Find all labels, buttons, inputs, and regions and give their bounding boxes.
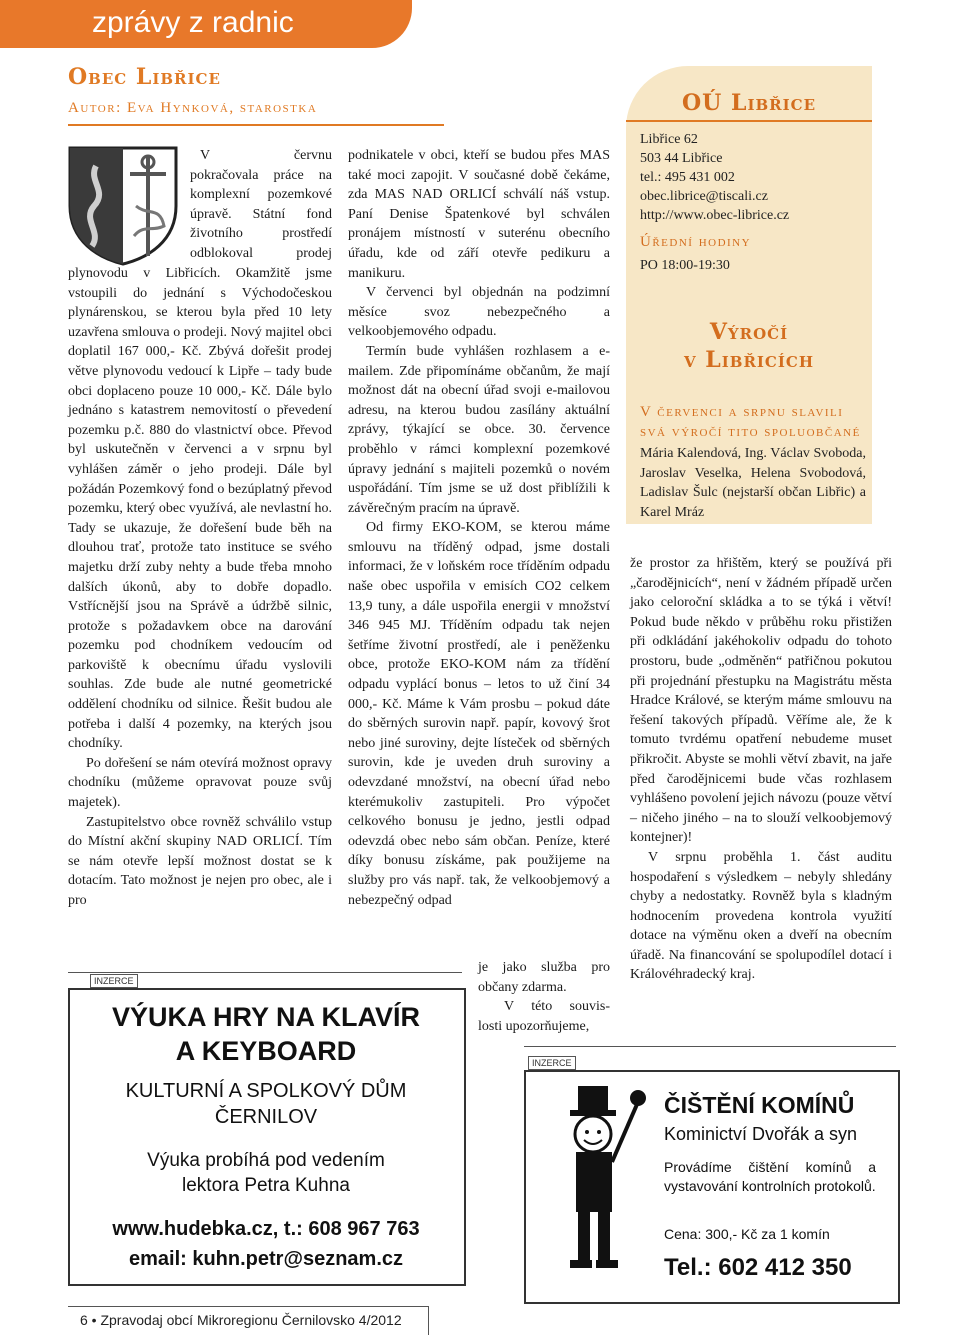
col2-tail-line: V této souvis- <box>504 999 610 1015</box>
paragraph: podnikatele v obci, kteří se budou přes MAS také moci zapojit. V současné době čekáme, zda MAS NAD ORLICÍ schválí náš vstup. Paní Denise Špatenkové byl schválen pronájem místností v suterénu obecního úřadu, kde od září otevře pedikuru a manikuru. <box>348 148 610 281</box>
ad-headline-line: VÝUKA HRY NA KLAVÍR <box>111 1002 421 1032</box>
ad-teacher <box>70 1148 462 1198</box>
sidebar-title: OÚ Libřice <box>681 90 817 116</box>
chimney-ad-subtitle: Kominictví Dvořák a syn <box>664 1124 858 1144</box>
anniversary-title-line: Výročí <box>709 319 789 345</box>
sidebar-divider <box>626 120 872 122</box>
article-column-1 <box>68 264 332 911</box>
ad-teacher-line: lektora Petra Kuhna <box>182 1175 350 1196</box>
address-line: Libřice 62 <box>640 132 698 147</box>
article-byline: Autor: Eva Hynková, starostka <box>68 100 318 116</box>
col2-tail-line: losti upozorňujeme, <box>478 1018 590 1034</box>
anniversary-subtitle-line: V červenci a srpnu slavili <box>640 404 844 420</box>
paragraph: plynovodu v Libřicích. Okamžitě jsme vstoupili do jednání s Východočeskou plynárenskou, se kterou byla před 10 lety uzavřena smlouva o prodeji. Nový majitel obci doplatil 167 000,- Kč. Zbývá dořešit prodej větve plynovodu vedoucí k Lipře – tady bude obci doplaceno pouze 10 000,- Kč. Dále bylo jednáno s katastrem nemovitostí o převedení pozemku p.č. 880 do vlastnictví obce. Převod byl uskutečněn v červenci a v srpnu byl vyhlášen záměr o jeho prodeji. Dále byl požádán Pozemkový fond o bezúplatný převod pozemku, který obec využívá, ale nevlastní ho. Tady se ukazuje, že dořešení bude běh na dlouhou trať, protože tato instituce se svého majetku drží zuby nehty a bude třeba mnoho dalších úkonů, aby to dobře dopadlo. Vstřícnější jsou na Správě a údržbě silnic, protože s požadavkem obce na darování pozemku pod chodníkem vedoucím od parkoviště k obecnímu úřadu vyslovili souhlas. Zde bude ale nutné geometrické oddělení chodníku od silnice. Řešit budou ale potřeba i další 4 pozemky, na kterých jsou chodníky. <box>68 266 332 752</box>
ad-headline <box>70 1000 462 1068</box>
advert-tag: INZERCE <box>528 1056 576 1070</box>
chimney-sweep-icon <box>540 1082 650 1282</box>
col1-wrap-line: V červnu <box>200 148 332 163</box>
ad-contact <box>70 1214 462 1274</box>
section-tab-label: zprávy z radnic <box>92 6 294 39</box>
anniversary-title-line: v Libřicích <box>683 347 814 373</box>
ad-separator <box>68 972 462 973</box>
ad-headline-line: A KEYBOARD <box>175 1036 357 1066</box>
article-column-3 <box>630 554 892 985</box>
paragraph: Od firmy EKO-KOM, se kterou máme smlouvu na tříděný odpad, jsme dostali informaci, že v loňském roce tříděním odpadu naše obec uspořila v emisích CO2 celkem 13,9 tuny, a dále uspořila energii v množství 346 945 MJ. Tříděním odpadu tak nejen šetříme životní prostředí, ale i peněženku obce, protože EKO-KOM nám za třídění odpadu vyplácí bonus – letos to už činí 34 000,- Kč. Máme k Vám prosbu – pokud dáte do sběrných surovin např. papír, kovový šrot nebo jiné suroviny, dejte lísteček od sběrných surovin, kde je uveden druh suroviny a odevzdané množství, na obecní úřad nebo kterémukoliv zastupiteli. Pro výpočet celkového bonusu je jedno, jestli odpad odevzdá obec nebo sám občan. Peníze, které díky bonusu získáme, pak použijeme na služby pro vás např. tak, že velkoobjemový a nebezpečný odpad <box>348 520 610 908</box>
ad-venue <box>70 1078 462 1130</box>
anniversary-subtitle-line: svá výročí tito spoluobčané <box>640 424 861 440</box>
col2-tail-line: je jako služba pro <box>478 960 610 975</box>
paragraph: V srpnu proběhla 1. část auditu hospodaření s výsledkem – nebyly shledány chyby a nedostatky. Rovněž byla s kladným hodnocením provedena kontrola využití dotace na výměnu oken a dveří na obecním úřadě. Na financování se spolupodílel dotací i Královéhradecký kraj. <box>630 849 892 983</box>
ad-venue-line: ČERNILOV <box>214 1106 318 1128</box>
email-link[interactable]: obec.librice@tiscali.cz <box>640 189 768 204</box>
ad-web-link[interactable]: www.hudebka.cz, t.: 608 967 763 <box>112 1218 420 1240</box>
col1-wrap-line: úpravě. Státní fond <box>190 206 332 222</box>
col2-tail <box>478 958 610 1036</box>
col1-wrap-line: komplexní pozemkové <box>190 187 332 203</box>
title-divider <box>68 124 444 126</box>
anniversary-subtitle <box>640 402 870 442</box>
chimney-ad-text: Provádíme čištění komínů a vystavování kontrolních protokolů. <box>664 1159 876 1194</box>
paragraph: že prostor za hřištěm, který se používá při „čarodějnicích“, není v žádném případě určen jako celoroční skládka a to se týká i větví! Pokud bude někdo v průběhu roku přistižen při odkládání jakéhokoliv odpadu do tohoto prostoru, bude „odměněn“ patřičnou pokutou při projednání přestupku na Magistrátu města Hradce Králové, se kterým máme smlouvu na řešení takových případů. Věříme ale, že k tomuto tvrdému opatření nebudeme muset přikročit. Abyste se mohli větví zbavit, na jaře před čarodějnicemi bude včas rozhlasem vyhlášeno povolení jejich návozu (pouze větví – ničeho jiného – na to slouží velkoobjemový kontejner)! <box>630 556 892 846</box>
office-hours-heading: Úřední hodiny <box>640 234 752 250</box>
chimney-ad-title: ČIŠTĚNÍ KOMÍNŮ <box>664 1092 855 1118</box>
ad-venue-line: KULTURNÍ A SPOLKOVÝ DŮM <box>125 1080 407 1102</box>
col2-tail-line: občany zdarma. <box>478 979 567 995</box>
article-column-2 <box>348 146 610 910</box>
office-contact <box>640 130 866 275</box>
anniversary-names: Mária Kalendová, Ing. Václav Svoboda, Jaroslav Veselka, Helena Svobodová, Ladislav Šulc (nejstarší občan Libřic) a Karel Mráz <box>640 446 866 520</box>
ad-email-link[interactable]: email: kuhn.petr@seznam.cz <box>128 1248 404 1270</box>
col1-wrap-line: odblokoval prodej <box>190 245 332 261</box>
chimney-ad-price: Cena: 300,- Kč za 1 komín <box>664 1226 830 1242</box>
col1-wrap-line: životního prostředí <box>190 226 332 242</box>
website-link[interactable]: http://www.obec-librice.cz <box>640 208 790 223</box>
paragraph: Termín bude vyhlášen rozhlasem a e-mailem. Zde připomínáme občanům, že mají možnost dát na obecní úřad svoji e-mailovou adresu, na kterou budou zasílány aktuální zprávy, týkající se obce. 30. července proběhlo v rámci komplexní pozemkové úpravy jednání s majiteli pozemků o novém uspořádání. Tím jsme se už dost přiblížili k závěrečným pracím na úpravě. <box>348 343 610 516</box>
paragraph: Zastupitelstvo obce rovněž schválilo vstup do Místní akční skupiny NAD ORLICÍ. Tím se nám otevře lepší možnost dostat se k dotacím. Tato možnost je nejen pro obec, ale i pro <box>68 814 332 908</box>
office-hours: PO 18:00-19:30 <box>640 258 730 273</box>
address-line: 503 44 Libřice <box>640 151 723 166</box>
footer-text: 6 • Zpravodaj obcí Mikroregionu Černilovsko 4/2012 <box>80 1312 402 1328</box>
col1-wrap-text <box>190 146 332 264</box>
paragraph: Po dořešení se nám otevírá možnost opravy chodníku (můžeme opravovat pouze svůj majetek). <box>68 755 332 811</box>
paragraph: V červenci byl objednán na podzimní měsíce svoz nebezpečného a velkoobjemového odpadu. <box>348 285 610 340</box>
village-crest-image <box>68 146 178 266</box>
col1-wrap-line: pokračovala práce na <box>190 167 332 183</box>
anniversary-title <box>626 318 872 374</box>
phone-text: tel.: 495 431 002 <box>640 170 735 185</box>
article-title: Obec Libřice <box>68 64 221 90</box>
ad-teacher-line: Výuka probíhá pod vedením <box>147 1150 385 1171</box>
advert-tag: INZERCE <box>90 974 138 988</box>
ad-separator <box>524 1046 896 1047</box>
chimney-ad-phone[interactable]: Tel.: 602 412 350 <box>664 1254 852 1281</box>
